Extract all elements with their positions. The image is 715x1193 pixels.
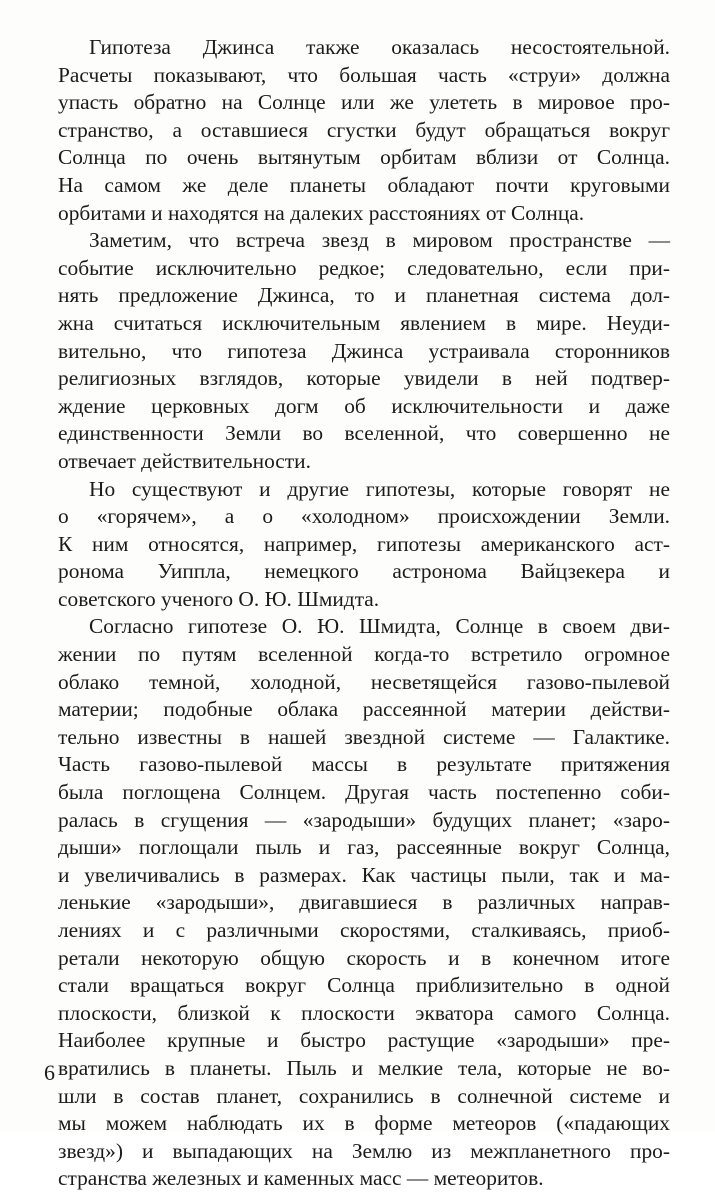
text-line: Часть газово-пылевой массы в результате притяжения	[58, 752, 670, 777]
text-line: шли в состав планет, сохранились в солнечной системе и	[58, 1083, 670, 1108]
paragraph	[58, 34, 670, 227]
text-line: Но существуют и другие гипотезы, которые говорят не	[89, 476, 670, 501]
text-line: о «горячем», а о «холодном» происхождении Земли.	[58, 504, 670, 529]
text-line: орбитами и находятся на далеких расстояниях от Солнца.	[58, 200, 585, 225]
text-line: Гипотеза Джинса также оказалась несостоятельной.	[89, 35, 670, 59]
text-line: ронома Уиппла, немецкого астронома Вайцзекера и	[58, 559, 670, 584]
text-line: Расчеты показывают, что большая часть «струи» должна	[58, 62, 670, 87]
text-line: нять предложение Джинса, то и планетная система дол-	[58, 283, 670, 308]
paragraph	[58, 613, 670, 1192]
text-line: материи; подобные облака рассеянной материи действи-	[58, 697, 670, 722]
text-line: жении по путям вселенной когда-то встретило огромное	[58, 642, 670, 667]
text-line: лениях и с различными скоростями, сталкиваясь, приоб-	[58, 918, 670, 942]
text-line: Наиболее крупные и быстро растущие «зародыши» пре-	[58, 1028, 670, 1053]
text-line: На самом же деле планеты обладают почти круговыми	[58, 172, 670, 197]
text-line: вратились в планеты. Пыль и мелкие тела, которые не во-	[58, 1055, 670, 1080]
body-text	[58, 34, 670, 1193]
text-line: тельно известны в нашей звездной системе — Галактике.	[58, 724, 670, 749]
text-line: плоскости, близкой к плоскости экватора самого Солнца.	[58, 1000, 670, 1025]
text-line: странства железных и каменных масс — метеоритов.	[58, 1166, 544, 1191]
text-line: звезд») и выпадающих на Землю из межпланетного про-	[58, 1138, 670, 1163]
text-line: отвечает действительности.	[58, 448, 311, 473]
text-line: Солнца по очень вытянутым орбитам вблизи от Солнца.	[58, 145, 670, 170]
text-line: событие исключительно редкое; следовательно, если при-	[58, 255, 670, 280]
text-line: Согласно гипотезе О. Ю. Шмидта, Солнце в своем дви-	[89, 614, 670, 639]
paragraph	[58, 227, 670, 475]
text-line: стали вращаться вокруг Солнца приблизительно в одной	[58, 973, 670, 998]
text-line: жна считаться исключительным явлением в мире. Неуди-	[58, 310, 670, 335]
text-line: упасть обратно на Солнце или же улететь в мировое про-	[58, 90, 670, 115]
paragraph	[58, 476, 670, 614]
text-line: мы можем наблюдать их в форме метеоров («падающих	[58, 1111, 670, 1136]
text-line: вительно, что гипотеза Джинса устраивала сторонников	[58, 338, 670, 363]
text-line: облако темной, холодной, несветящейся газово-пылевой	[58, 669, 670, 694]
text-line: ленькие «зародыши», двигавшиеся в различных направ-	[58, 890, 670, 915]
text-line: единственности Земли во вселенной, что совершенно не	[58, 421, 670, 446]
text-line: ждение церковных догм об исключительности и даже	[58, 393, 670, 418]
text-line: была поглощена Солнцем. Другая часть постепенно соби-	[58, 780, 670, 805]
page-number: 6	[44, 1060, 55, 1085]
text-line: и увеличивались в размерах. Как частицы пыли, так и ма-	[58, 862, 670, 887]
text-line: советского ученого О. Ю. Шмидта.	[58, 586, 380, 611]
text-line: религиозных взглядов, которые увидели в ней подтвер-	[58, 366, 670, 391]
text-line: Заметим, что встреча звезд в мировом пространстве —	[89, 228, 670, 253]
text-line: ретали некоторую общую скорость и в конечном итоге	[58, 945, 670, 970]
text-line: К ним относятся, например, гипотезы американского аст-	[58, 531, 670, 556]
text-line: странство, а оставшиеся сгустки будут обращаться вокруг	[58, 117, 670, 142]
text-line: ралась в сгущения — «зародыши» будущих планет; «заро-	[58, 807, 670, 832]
text-line: дыши» поглощали пыль и газ, рассеянные вокруг Солнца,	[58, 835, 670, 860]
